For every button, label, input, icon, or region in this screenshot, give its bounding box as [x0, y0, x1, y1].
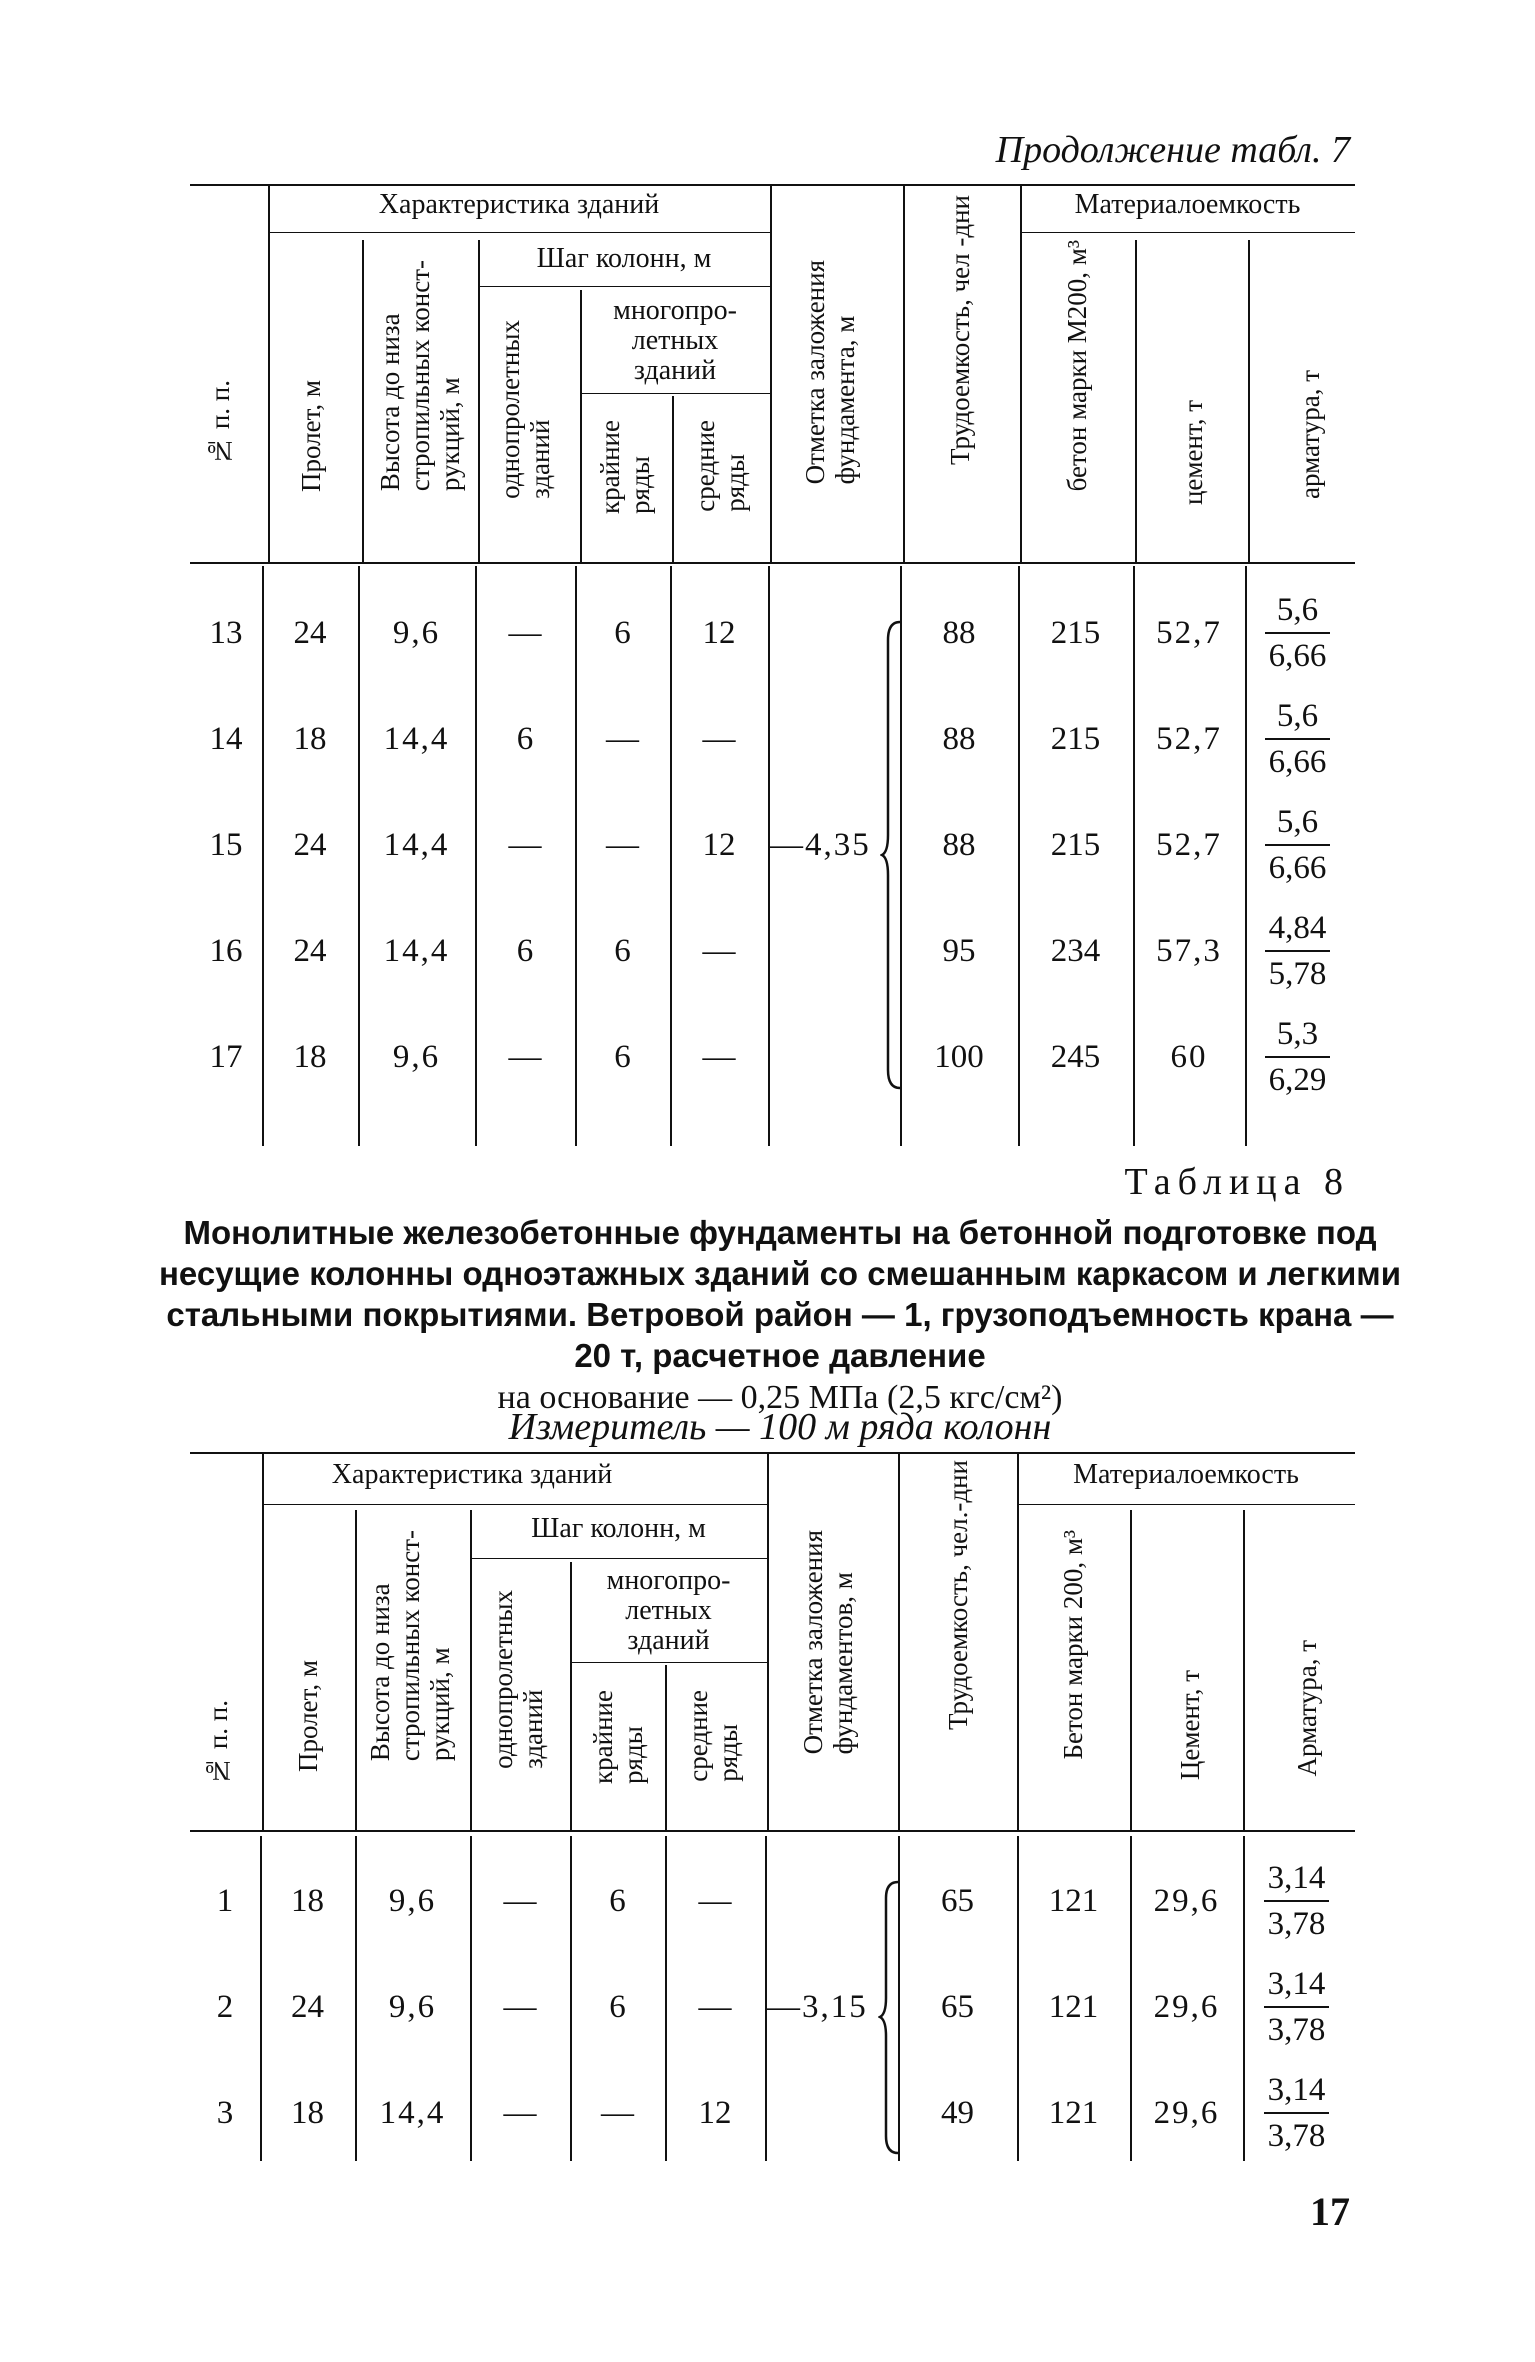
table7-char-rule: [268, 232, 770, 233]
table8-mat-rule: [1017, 1504, 1355, 1505]
labor-cell: 100: [934, 1038, 984, 1075]
table7-header-bottom-rule: [190, 562, 1355, 564]
table8-single-span-header: однопролетных зданий: [488, 1590, 548, 1769]
concrete-cell: 215: [1050, 614, 1101, 651]
table-row: [190, 792, 1350, 898]
table7-top-rule: [190, 184, 1355, 186]
table7-mat-rule: [1020, 232, 1355, 233]
row-num: 2: [216, 1988, 234, 2025]
edge-cell: 6: [614, 1038, 631, 1075]
table7-vrule: [903, 186, 905, 562]
cement-cell: 29,6: [1153, 1882, 1220, 1919]
table8-multi-rule: [570, 1662, 767, 1663]
rebar-top: 3,14: [1264, 1856, 1330, 1902]
table7-brace: [880, 620, 904, 1090]
rebar-bottom: 3,78: [1267, 1906, 1326, 1942]
page-number: 17: [1310, 2189, 1350, 2234]
table8-multi-span-header: многопро- летных зданий: [606, 1565, 731, 1656]
table-row: [190, 2060, 1350, 2166]
table8-column-step-header: Шаг колонн, м: [531, 1513, 706, 1544]
rebar-bottom: 6,66: [1268, 744, 1327, 780]
row-num: 14: [209, 720, 243, 757]
row-num: 3: [216, 2094, 234, 2131]
single-cell: 6: [516, 932, 534, 969]
table8-num-header: № п. п.: [203, 1700, 233, 1786]
table8-vrule: [767, 1454, 769, 1830]
span-cell: 24: [293, 614, 327, 651]
height-cell: 14,4: [383, 932, 450, 969]
rebar-fraction: [1265, 588, 1331, 678]
table8-measure: Измеритель — 100 м ряда колонн: [508, 1406, 1052, 1448]
table7-num-header: № п. п.: [205, 380, 235, 466]
table8-brace: [878, 1880, 902, 2155]
rebar-top: 5,6: [1265, 588, 1331, 634]
table8-title-bold: Монолитные железобетонные фундаменты на бетонной подготовке под несущие колонны одноэтажных зданий со смешанным каркасом и легкими стальными покрытиями. Ветровой район — 1, грузоподъемность крана — 20 т, расчетное давление: [159, 1214, 1401, 1374]
rebar-fraction: [1265, 1012, 1331, 1102]
table7-cement-header: цемент, т: [1178, 400, 1208, 506]
rebar-bottom: 6,66: [1268, 850, 1327, 886]
table7-span-header: Пролет, м: [296, 380, 326, 492]
labor-cell: 65: [941, 1988, 974, 2025]
rebar-top: 3,14: [1264, 2068, 1330, 2114]
edge-cell: —: [601, 2094, 634, 2131]
table7-foundation-header: Отметка заложения фундамента, м: [800, 260, 860, 485]
table7-vrule: [1020, 186, 1022, 562]
single-cell: 6: [516, 720, 534, 757]
table7-rebar-header: арматура, т: [1295, 370, 1325, 499]
table8-vrule: [470, 1510, 472, 1830]
height-cell: 9,6: [388, 1988, 437, 2025]
table8-vrule: [1130, 1510, 1132, 1830]
middle-cell: —: [698, 1988, 732, 2025]
single-cell: —: [508, 614, 542, 651]
span-cell: 24: [293, 826, 327, 863]
edge-cell: 6: [609, 1988, 626, 2025]
middle-cell: —: [702, 720, 736, 757]
labor-cell: 95: [942, 932, 976, 969]
cement-cell: 57,3: [1156, 932, 1222, 969]
edge-cell: —: [606, 720, 639, 757]
table8-vrule: [1017, 1454, 1019, 1830]
table8-foundation-header: Отметка заложения фундаментов, м: [798, 1530, 858, 1755]
height-cell: 9,6: [388, 1882, 437, 1919]
table-row: [190, 1954, 1350, 2060]
table8-vrule: [262, 1454, 264, 1830]
table7-multi-rule: [580, 393, 770, 394]
table7-middle-rows-header: средние ряды: [690, 420, 750, 512]
middle-cell: 12: [698, 2094, 732, 2131]
height-cell: 14,4: [383, 826, 450, 863]
foundation-value: —3,15: [767, 1988, 868, 2025]
middle-cell: 12: [702, 826, 736, 863]
labor-cell: 49: [941, 2094, 974, 2131]
table7-step-rule: [478, 286, 770, 287]
table8-label: Таблица 8: [1124, 1161, 1350, 1203]
rebar-fraction: [1265, 906, 1331, 996]
single-cell: —: [508, 1038, 542, 1075]
height-cell: 14,4: [379, 2094, 446, 2131]
row-num: 13: [209, 614, 243, 651]
table8-middle-rows-header: средние ряды: [683, 1690, 743, 1782]
rebar-bottom: 6,29: [1268, 1062, 1327, 1098]
table8-labor-header: Трудоемкость, чел.-дни: [943, 1460, 973, 1730]
row-num: 15: [209, 826, 243, 863]
table8-edge-rows-header: крайние ряды: [588, 1690, 648, 1784]
table7-multi-span-header: многопро- летных зданий: [613, 295, 737, 386]
table8-rebar-header: Арматура, т: [1292, 1640, 1322, 1777]
cement-cell: 29,6: [1153, 1988, 1220, 2025]
edge-cell: —: [606, 826, 639, 863]
table-row: [190, 898, 1350, 1004]
rebar-bottom: 3,78: [1267, 2118, 1326, 2154]
rebar-fraction: [1265, 800, 1331, 890]
table7-vrule: [672, 396, 674, 562]
rebar-fraction: [1264, 1856, 1330, 1946]
concrete-cell: 215: [1050, 826, 1101, 863]
labor-cell: 65: [941, 1882, 974, 1919]
row-num: 16: [209, 932, 243, 969]
table8-step-rule: [470, 1558, 767, 1559]
table7-vrule: [362, 240, 364, 562]
table8-concrete-header: Бетон марки 200, м³: [1058, 1530, 1088, 1760]
labor-cell: 88: [942, 720, 976, 757]
table7-vrule: [1248, 240, 1250, 562]
table7-concrete-header: бетон марки М200, м³: [1062, 240, 1092, 492]
concrete-cell: 215: [1050, 720, 1101, 757]
middle-cell: —: [702, 932, 736, 969]
table-row: [190, 1004, 1350, 1110]
edge-cell: 6: [614, 614, 631, 651]
single-cell: —: [503, 2094, 537, 2131]
middle-cell: —: [698, 1882, 732, 1919]
rebar-top: 5,3: [1265, 1012, 1331, 1058]
table7-column-step-header: Шаг колонн, м: [536, 243, 712, 274]
cement-cell: 52,7: [1156, 720, 1222, 757]
rebar-fraction: [1265, 694, 1331, 784]
table-row: [190, 686, 1350, 792]
concrete-cell: 121: [1048, 1988, 1099, 2025]
table7-characteristics-header: Характеристика зданий: [378, 189, 660, 220]
single-cell: —: [503, 1882, 537, 1919]
concrete-cell: 121: [1048, 1882, 1099, 1919]
table8-vrule: [355, 1510, 357, 1830]
concrete-cell: 121: [1048, 2094, 1099, 2131]
table-row: [190, 580, 1350, 686]
table8-title-normal: на основание — 0,25 МПа (2,5 кгс/см²): [497, 1379, 1063, 1416]
table8-characteristics-header: Характеристика зданий: [331, 1459, 613, 1490]
table8-title: [150, 1212, 1410, 1418]
table7-body: [190, 580, 1350, 1110]
table7-vrule: [268, 186, 270, 562]
span-cell: 18: [291, 1882, 324, 1919]
table8-vrule: [665, 1665, 667, 1830]
rebar-bottom: 5,78: [1268, 956, 1327, 992]
table7-labor-header: Трудоемкость, чел -дни: [945, 195, 975, 465]
table8-top-rule: [190, 1452, 1355, 1454]
height-cell: 9,6: [392, 1038, 441, 1075]
table8-materials-header: Материалоемкость: [1073, 1459, 1299, 1490]
table7-vrule: [478, 240, 480, 562]
height-cell: 9,6: [392, 614, 441, 651]
table-row: [190, 1848, 1350, 1954]
foundation-value: —4,35: [770, 826, 871, 863]
cement-cell: 52,7: [1156, 826, 1222, 863]
middle-cell: —: [702, 1038, 736, 1075]
concrete-cell: 234: [1050, 932, 1101, 969]
table8-char-rule: [262, 1504, 767, 1505]
labor-cell: 88: [942, 826, 976, 863]
span-cell: 18: [291, 2094, 324, 2131]
rebar-bottom: 3,78: [1267, 2012, 1326, 2048]
table7-vrule: [1135, 240, 1137, 562]
row-num: 1: [216, 1882, 234, 1919]
single-cell: —: [503, 1988, 537, 2025]
rebar-fraction: [1264, 1962, 1330, 2052]
cement-cell: 52,7: [1156, 614, 1222, 651]
table7-materials-header: Материалоемкость: [1074, 189, 1301, 220]
edge-cell: 6: [614, 932, 631, 969]
labor-cell: 88: [942, 614, 976, 651]
rebar-bottom: 6,66: [1268, 638, 1327, 674]
rebar-top: 3,14: [1264, 1962, 1330, 2008]
table8-cement-header: Цемент, т: [1175, 1670, 1205, 1781]
table7-height-header: Высота до низа стропильных конст- рукций, м: [375, 260, 465, 492]
table7-vrule: [770, 186, 772, 562]
table7-single-span-header: однопролетных зданий: [495, 320, 555, 499]
table7-edge-rows-header: крайние ряды: [595, 420, 655, 514]
span-cell: 18: [293, 720, 327, 757]
table8-vrule: [1243, 1510, 1245, 1830]
rebar-top: 5,6: [1265, 694, 1331, 740]
concrete-cell: 245: [1050, 1038, 1101, 1075]
cement-cell: 29,6: [1153, 2094, 1220, 2131]
table8-vrule: [898, 1454, 900, 1830]
rebar-fraction: [1264, 2068, 1330, 2158]
rebar-top: 4,84: [1265, 906, 1331, 952]
span-cell: 24: [293, 932, 327, 969]
table8-header-bottom-rule: [190, 1830, 1355, 1832]
cement-cell: 60: [1170, 1038, 1208, 1075]
table7-continuation-caption: Продолжение табл. 7: [995, 129, 1350, 171]
table8-height-header: Высота до низа стропильных конст- рукций, м: [365, 1530, 455, 1762]
table8-body: [190, 1848, 1350, 2166]
table8-span-header: Пролет, м: [293, 1660, 323, 1772]
span-cell: 18: [293, 1038, 327, 1075]
span-cell: 24: [291, 1988, 324, 2025]
row-num: 17: [209, 1038, 243, 1075]
single-cell: —: [508, 826, 542, 863]
middle-cell: 12: [702, 614, 736, 651]
rebar-top: 5,6: [1265, 800, 1331, 846]
height-cell: 14,4: [383, 720, 450, 757]
edge-cell: 6: [609, 1882, 626, 1919]
